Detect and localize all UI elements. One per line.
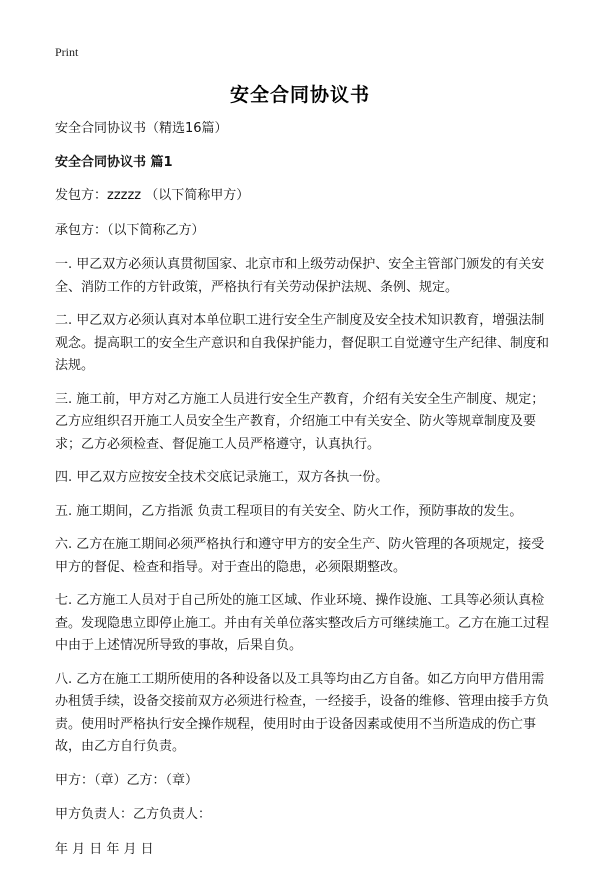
signature-line: 甲方：（章）乙方：（章） — [55, 772, 199, 788]
section-heading: 安全合同协议书 篇1 — [55, 154, 173, 170]
clause-paragraph: 二. 甲乙双方必须认真对本单位职工进行安全生产制度及安全技术知识教育，增强法制观念。提高职工的安全生产意识和自我保护能力，督促职工自觉遵守生产纪律、制度和法规。 — [55, 313, 550, 373]
clause-paragraph: 四. 甲乙双方应按安全技术交底记录施工，双方各执一份。 — [55, 470, 389, 485]
clause-paragraph: 一. 甲乙双方必须认真贯彻国家、北京市和上级劳动保护、安全主管部门颁发的有关安全、消防工作的方针政策，严格执行有关劳动保护法规、条例、规定。 — [55, 257, 545, 295]
document-body — [55, 118, 555, 873]
clause-paragraph: 八. 乙方在施工工期所使用的各种设备以及工具等均由乙方自备。如乙方向甲方借用需办租赁手续，设备交接前双方必须进行检查，一经接手，设备的维修、管理由接手方负责。使用时严格执行安全操作规程，使用时由于设备因素或使用不当所造成的伤亡事故，由乙方自行负责。 — [55, 671, 550, 754]
responsible-persons-line: 甲方负责人：乙方负责人： — [55, 807, 212, 822]
clause-paragraph: 三. 施工前，甲方对乙方施工人员进行安全生产教育，介绍有关安全生产制度、规定；乙方应组织召开施工人员安全生产教育，介绍施工中有关安全、防火等规章制度及要求；乙方必须检查、督促施工人员严格遵守，认真执行。 — [55, 391, 545, 452]
page-title: 安全合同协议书 — [229, 84, 370, 106]
clause-paragraph: 五. 施工期间，乙方指派 负责工程项目的有关安全、防火工作，预防事故的发生。 — [55, 503, 523, 519]
clause-paragraph: 七. 乙方施工人员对于自己所处的施工区域、作业环境、操作设施、工具等必须认真检查。发现隐患立即停止施工。并由有关单位落实整改后方可继续施工。乙方在施工过程中由于上述情况所导致的事故，后果自负。 — [55, 593, 550, 653]
print-link[interactable]: Print — [55, 45, 79, 59]
date-line: 年 月 日 年 月 日 — [55, 841, 154, 857]
document-subtitle: 安全合同协议书（精选16篇） — [55, 121, 228, 136]
clause-paragraph: 六. 乙方在施工期间必须严格执行和遵守甲方的安全生产、防火管理的各项规定，接受甲方的督促、检查和指导。对于查出的隐患，必须限期整改。 — [55, 537, 545, 575]
contractor-line: 承包方：（以下简称乙方） — [55, 222, 205, 238]
employer-line: 发包方：zzzzz （以下简称甲方） — [55, 188, 250, 203]
